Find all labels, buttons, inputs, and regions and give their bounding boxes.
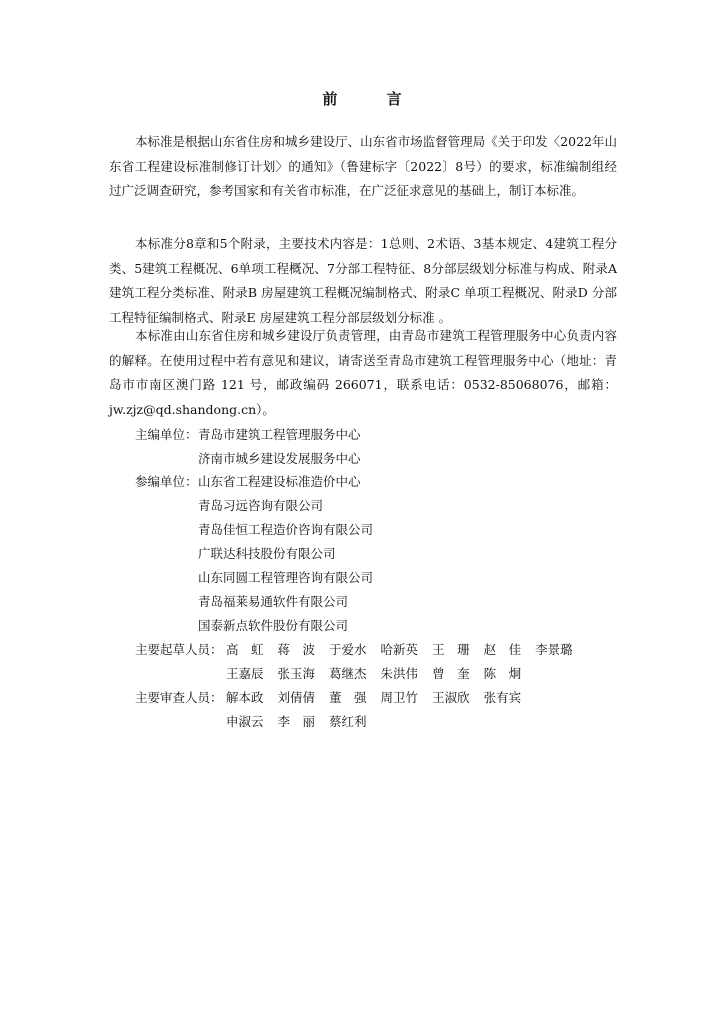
- paragraph-3: 本标准由山东省住房和城乡建设厅负责管理，由青岛市建筑工程管理服务中心负责内容的解释。在使用过程中若有意见和建议，请寄送至青岛市建筑工程管理服务中心（地址：青岛市市南区澳门路 121 号，邮政编码 266071，联系电话：0532-85068076，邮箱：jw.zjz@qd.shandong.cn）。: [109, 328, 617, 417]
- reviewers-row-2: [226, 712, 381, 732]
- page-title: 前 言: [322, 90, 424, 108]
- person-name: 张玉海: [277, 666, 316, 681]
- reviewers-label: 主要审查人员：: [135, 690, 223, 705]
- participating-unit-item: 青岛佳恒工程造价咨询有限公司: [198, 522, 374, 537]
- person-name: 朱洪伟: [380, 666, 419, 681]
- participating-unit-item: 山东省工程建设标准造价中心: [198, 474, 361, 489]
- person-name: 解本政: [226, 690, 264, 705]
- person-name: 于爱水: [329, 642, 367, 657]
- person-name: 蔡红利: [329, 714, 367, 729]
- person-name: 赵 佳: [483, 642, 522, 657]
- person-name: 李景璐: [535, 642, 573, 657]
- person-name: 王嘉辰: [226, 666, 264, 681]
- participating-unit-item: 青岛福莱易通软件有限公司: [198, 594, 349, 609]
- participating-unit-item: 山东同圆工程管理咨询有限公司: [198, 570, 374, 585]
- person-name: 曾 奎: [432, 666, 470, 681]
- participating-unit-item: 广联达科技股份有限公司: [198, 546, 336, 561]
- person-name: 王淑欣: [432, 690, 470, 705]
- chief-unit-item: 青岛市建筑工程管理服务中心: [198, 427, 361, 442]
- drafters-row-1: [226, 640, 587, 660]
- person-name: 周卫竹: [380, 690, 419, 705]
- chief-unit-item: 济南市城乡建设发展服务中心: [198, 451, 361, 466]
- paragraph-2: 本标准分8章和5个附录，主要技术内容是：1总则、2术语、3基本规定、4建筑工程分类、5建筑工程概况、6单项工程概况、7分部工程特征、8分部层级划分标准与构成、附录A 建筑工程分类标准、附录B 房屋建筑工程概况编制格式、附录C 单项工程概况、附录D 分部工程特征编制格式、附录E 房屋建筑工程分部层级划分标准 。: [109, 236, 617, 325]
- chief-units-label: 主编单位：: [135, 427, 198, 442]
- person-name: 李 丽: [277, 714, 316, 729]
- drafters-row-2: [226, 664, 535, 684]
- person-name: 董 强: [329, 690, 367, 705]
- person-name: 高 虹: [226, 642, 264, 657]
- reviewers-row-1: [226, 688, 535, 708]
- person-name: 哈新英: [380, 642, 419, 657]
- person-name: 刘倩倩: [277, 690, 316, 705]
- person-name: 陈 炯: [483, 666, 522, 681]
- person-name: 申淑云: [226, 714, 264, 729]
- participating-unit-item: 青岛习远咨询有限公司: [198, 498, 324, 513]
- person-name: 张有宾: [483, 690, 522, 705]
- participating-unit-item: 国泰新点软件股份有限公司: [198, 618, 349, 633]
- paragraph-1: 本标准是根据山东省住房和城乡建设厅、山东省市场监督管理局《关于印发〈2022年山东省工程建设标准制修订计划〉的通知》（鲁建标字〔2022〕8号）的要求，标准编制组经过广泛调查研究，参考国家和有关省市标准，在广泛征求意见的基础上，制订本标准。: [109, 134, 617, 198]
- person-name: 葛继杰: [329, 666, 367, 681]
- person-name: 蒋 波: [277, 642, 316, 657]
- drafters-label: 主要起草人员：: [135, 642, 223, 657]
- person-name: 王 珊: [432, 642, 470, 657]
- participating-units-label: 参编单位：: [135, 474, 198, 489]
